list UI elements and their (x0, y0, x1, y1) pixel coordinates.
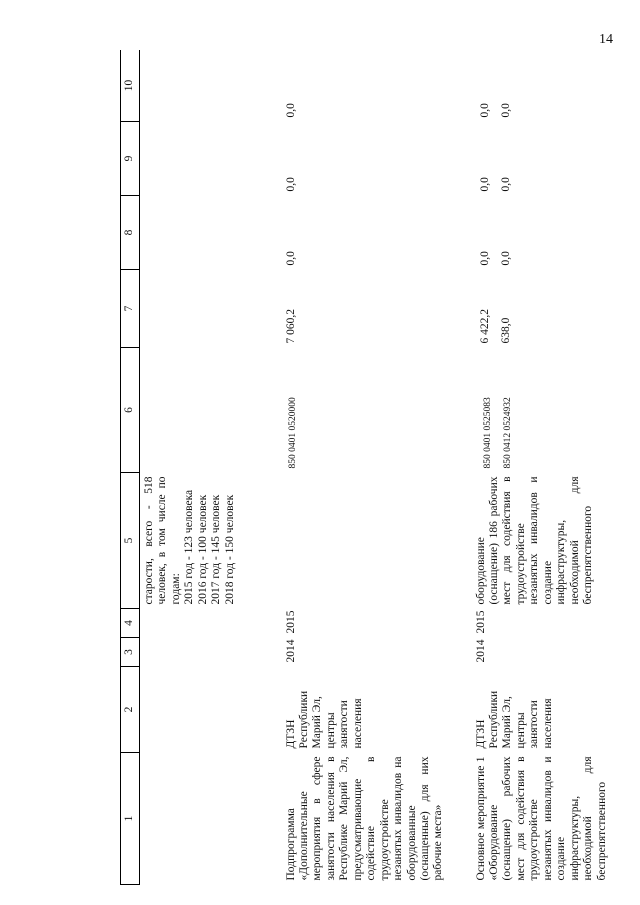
cell-value-2016: 0,0 (284, 177, 297, 192)
cell-result (282, 473, 472, 609)
cell-activity: Основное мероприятие 1 «Оборудование (оснащение) рабочих мест для содействия в трудоустройстве незанятых инвалидов и создание инфраструктуры, необходимой для беспрепятственного (474, 756, 608, 881)
col-number-2: 2 (121, 667, 140, 753)
cell-executor: ДТЗН Республики Марий Эл, центры занятости населения (474, 690, 554, 749)
col-number-3: 3 (121, 638, 140, 667)
cell-end-year: 2015 (284, 610, 297, 634)
table-row (282, 50, 472, 885)
cell-budget-code: 850 0401 0520000 (287, 397, 298, 469)
col-number-4: 4 (121, 609, 140, 638)
cell-value-2015: 0,0 (284, 251, 297, 266)
cell-value-2014 (140, 270, 282, 348)
col-number-10: 10 (121, 50, 140, 122)
cell-value-2014: 7 060,2 (284, 309, 297, 344)
cell-result: оборудование (оснащение) 186 рабочих мест для содействия в трудоустройстве незанятых инвалидов и создание инфраструктуры, необходимой для беспрепятственного (474, 476, 595, 605)
cell-budget-code (140, 348, 282, 473)
cell-value-2015 (140, 196, 282, 270)
cell-result: старости, всего - 518 человек, в том числе по годам: 2015 год - 123 человека 2016 год - 100 человек 2017 год - 145 человек 2018 год - 150 человек (143, 476, 236, 605)
cell-end-year: 2015 (474, 610, 487, 634)
cell-value-2017: 0,0 (284, 103, 297, 118)
col-number-9: 9 (121, 122, 140, 196)
col-number-5: 5 (121, 473, 140, 609)
table-row (140, 50, 282, 885)
program-table (120, 50, 612, 885)
col-number-6: 6 (121, 348, 140, 473)
page-number: 14 (599, 32, 613, 47)
cell-start-year: 2014 (284, 639, 297, 663)
cell-value-2014: 6 422,2 638,0 (478, 309, 512, 344)
cell-executor (140, 667, 282, 753)
col-number-8: 8 (121, 196, 140, 270)
cell-budget-code: 850 0401 0525083 850 0412 0524932 (482, 397, 514, 469)
cell-end-year (140, 609, 282, 638)
cell-value-2017 (140, 50, 282, 122)
cell-activity (140, 753, 282, 885)
cell-value-2015: 0,0 0,0 (478, 251, 512, 266)
col-number-7: 7 (121, 270, 140, 348)
cell-activity: Подпрограмма «Дополнительные мероприятия в сфере занятости населения в Республике Марий Эл, предусматривающие содействие в трудоустройстве незанятых инвалидов на оборудованные (оснащенные) для них рабочие места» (284, 756, 445, 881)
col-number-1: 1 (121, 753, 140, 885)
cell-value-2017: 0,0 0,0 (478, 103, 512, 118)
cell-start-year: 2014 (474, 639, 487, 663)
table-row (472, 50, 613, 885)
cell-value-2016: 0,0 0,0 (478, 177, 512, 192)
column-number-row (121, 50, 140, 885)
cell-start-year (140, 638, 282, 667)
cell-executor: ДТЗН Республики Марий Эл, центры занятости населения (284, 690, 364, 749)
cell-value-2016 (140, 122, 282, 196)
rotated-table-container (120, 50, 640, 885)
